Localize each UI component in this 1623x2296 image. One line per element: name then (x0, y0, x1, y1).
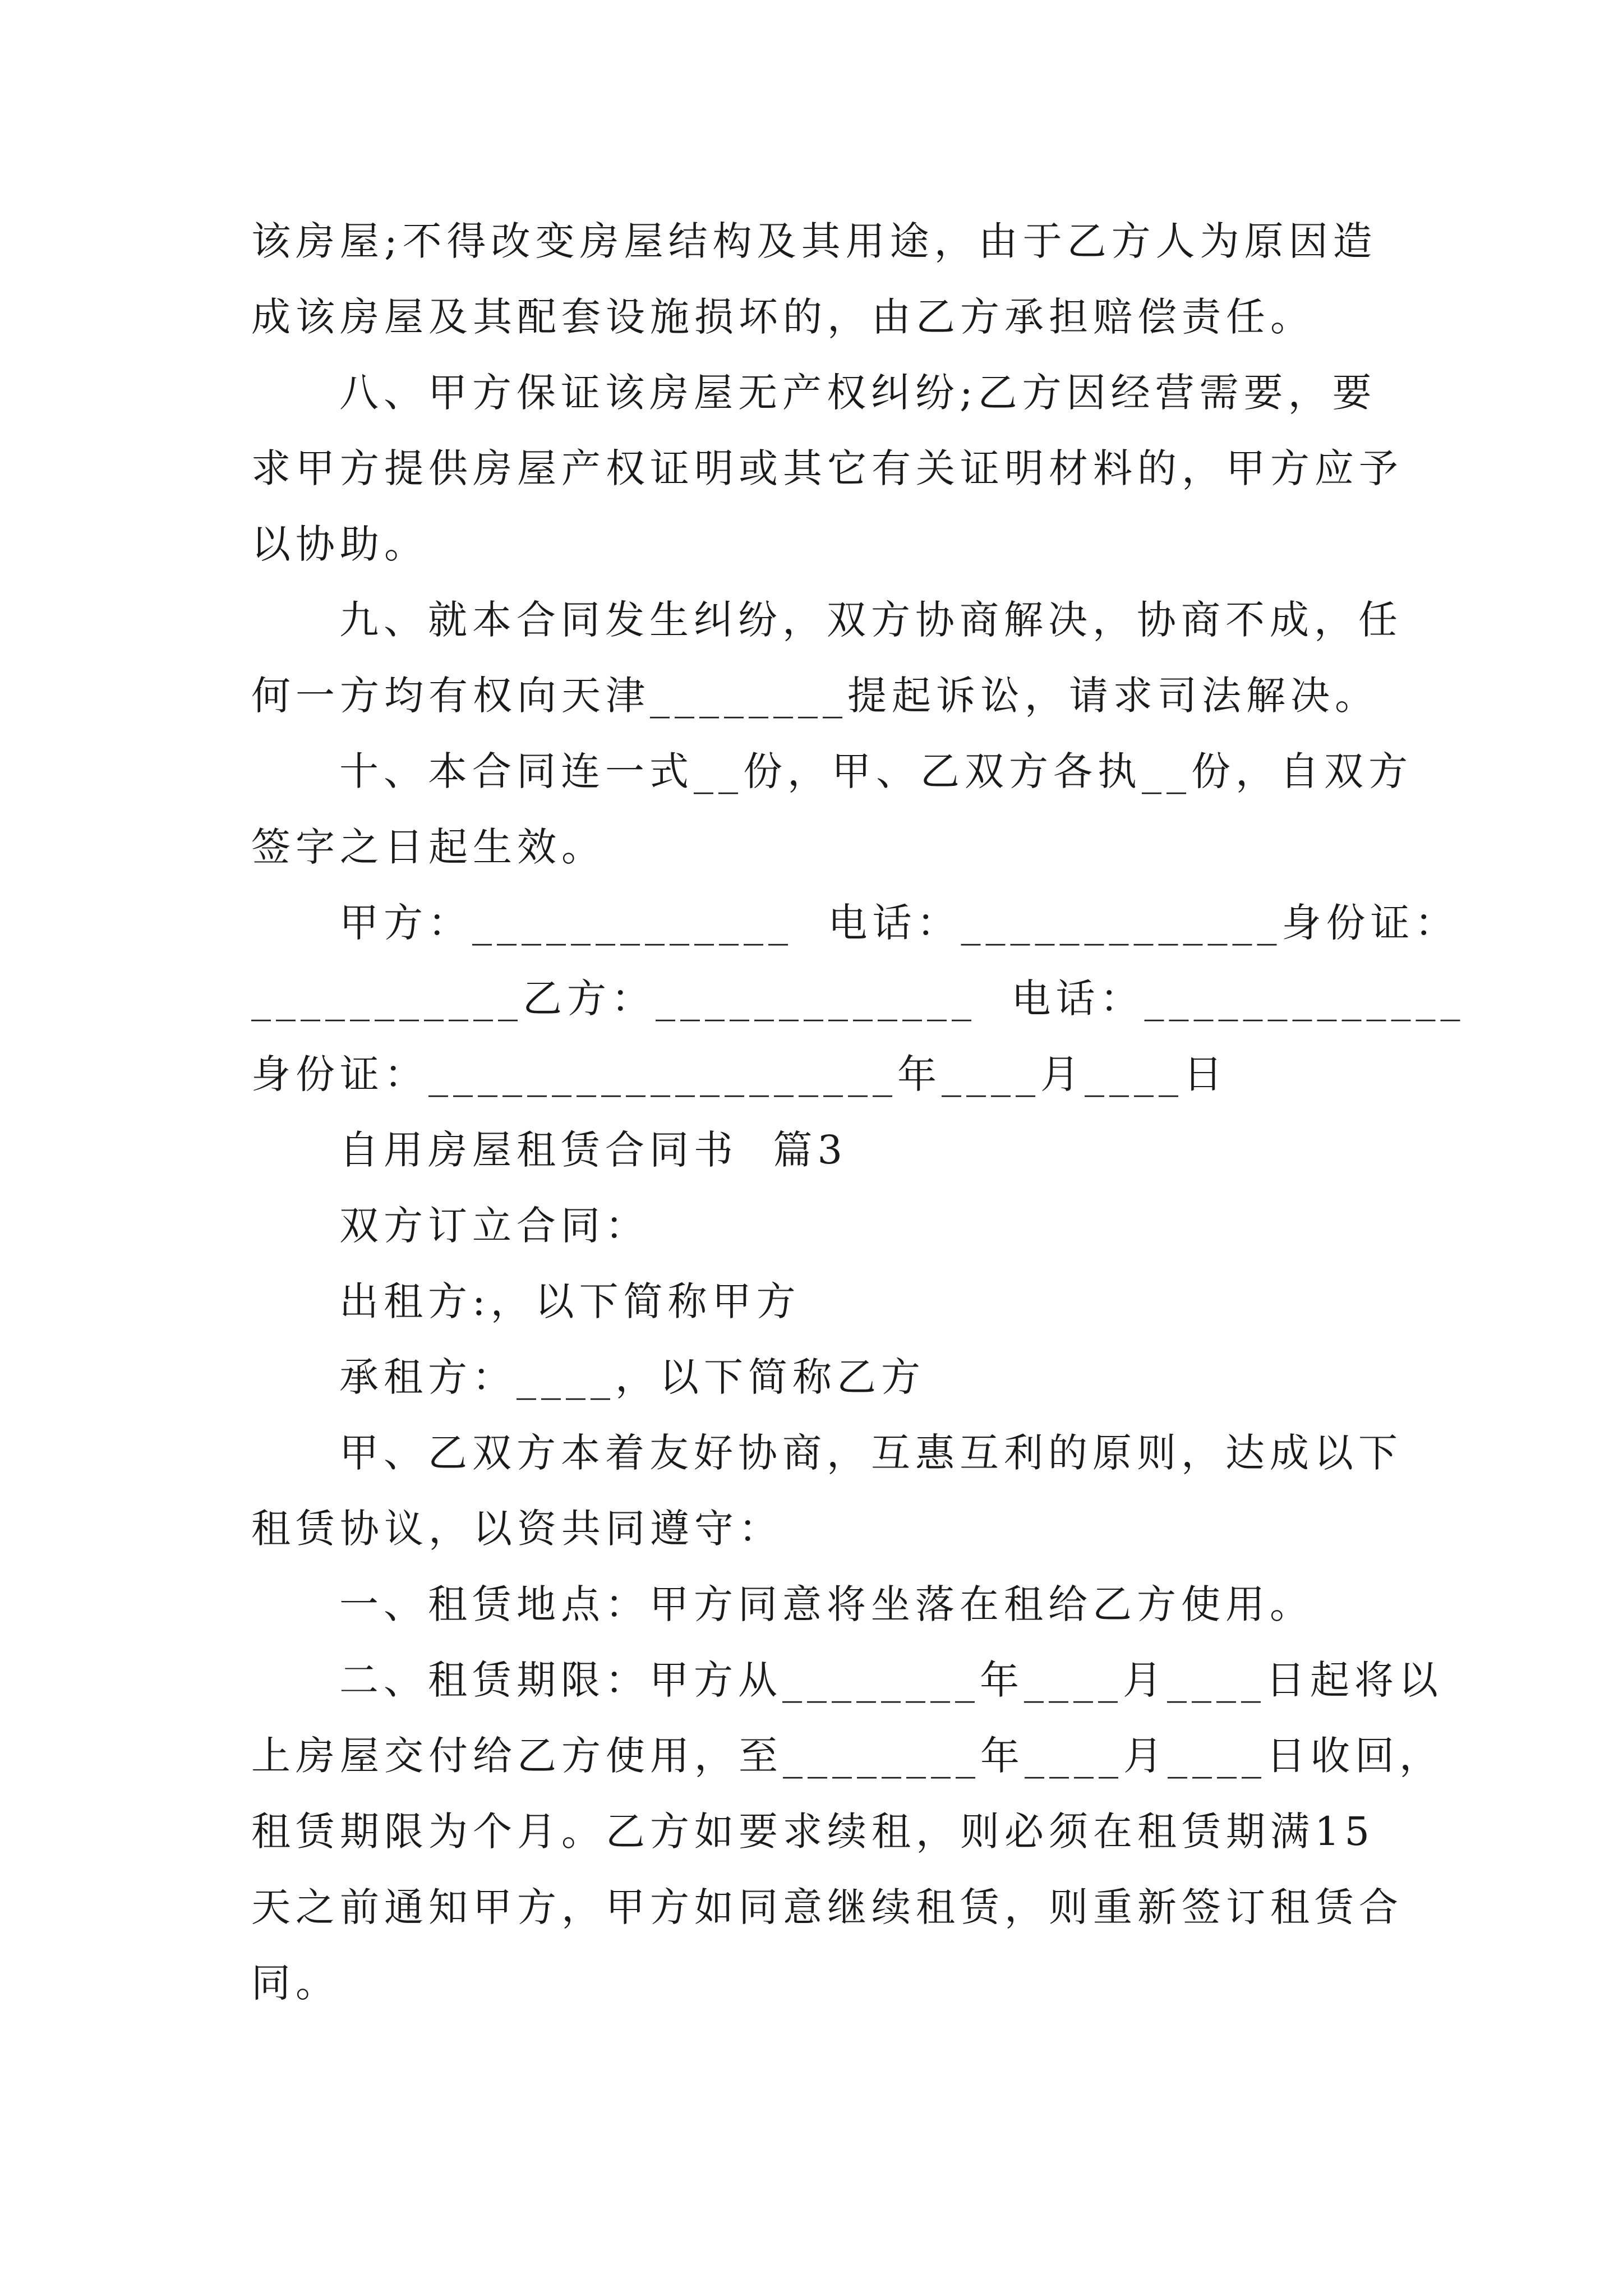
text-line: 十、本合同连一式__份，甲、乙双方各执__份，自双方 (339, 748, 1413, 794)
text-line: 出租方:，以下简称甲方 (339, 1278, 801, 1324)
text-line: 九、就本合同发生纠纷，双方协商解决，协商不成，任 (339, 597, 1403, 643)
text-line: 签字之日起生效。 (251, 824, 606, 870)
text-line: 求甲方提供房屋产权证明或其它有关证明材料的，甲方应予 (251, 445, 1403, 491)
text-line: 二、租赁期限：甲方从________年____月____日起将以 (339, 1657, 1443, 1703)
text-line: 该房屋;不得改变房屋结构及其用途，由于乙方人为原因造 (251, 218, 1377, 264)
signature-line-party-b: ___________乙方：_____________ 电话：_____________ (251, 976, 1465, 1022)
text-line: 双方订立合同： (339, 1203, 649, 1249)
section-heading: 自用房屋租赁合同书 篇3 (339, 1127, 848, 1173)
text-line: 以协助。 (251, 521, 428, 567)
text-line: 上房屋交付给乙方使用，至________年____月____日收回， (251, 1733, 1444, 1779)
text-line: 租赁期限为个月。乙方如要求续租，则必须在租赁期满15 (251, 1809, 1375, 1855)
signature-date-line: 身份证：___________________年____月____日 (251, 1051, 1228, 1097)
text-line: 租赁协议，以资共同遵守： (251, 1506, 783, 1552)
text-line: 八、甲方保证该房屋无产权纠纷;乙方因经营需要，要 (339, 370, 1377, 416)
signature-line-party-a: 甲方：_____________ 电话：_____________身份证： (339, 900, 1459, 946)
text-line: 承租方：____，以下简称乙方 (339, 1354, 925, 1400)
text-line: 何一方均有权向天津________提起诉讼，请求司法解决。 (251, 673, 1379, 719)
text-line: 天之前通知甲方，甲方如同意继续租赁，则重新签订租赁合 (251, 1884, 1403, 1930)
text-line: 一、租赁地点：甲方同意将坐落在租给乙方使用。 (339, 1581, 1314, 1627)
text-line: 同。 (251, 1960, 340, 2006)
text-line: 甲、乙双方本着友好协商，互惠互利的原则，达成以下 (339, 1430, 1403, 1476)
text-line: 成该房屋及其配套设施损坏的，由乙方承担赔偿责任。 (251, 294, 1315, 340)
